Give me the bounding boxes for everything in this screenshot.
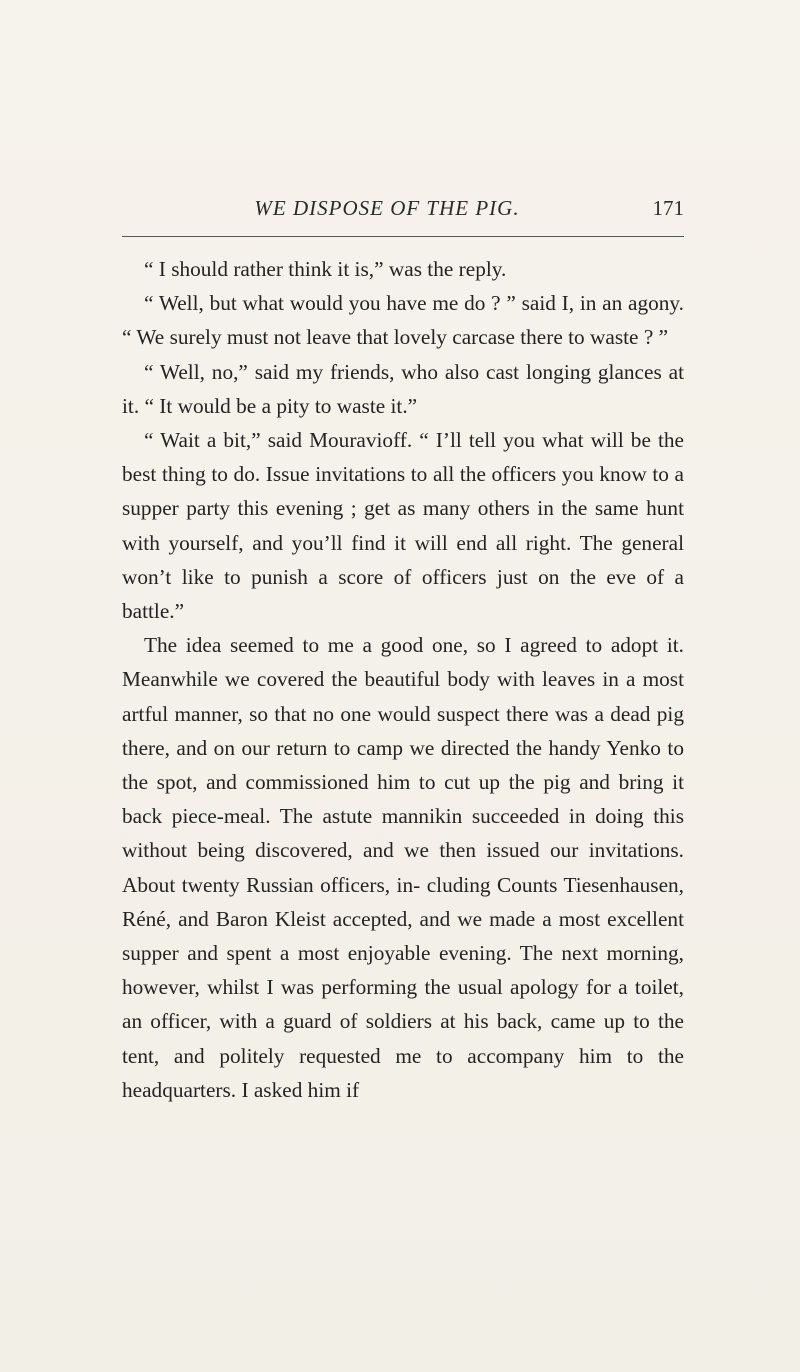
- header-rule: [122, 236, 684, 237]
- paragraph: “ Well, but what would you have me do ? ” said I, in an agony. “ We surely must not leave that lovely carcase there to waste ? ”: [122, 291, 684, 350]
- paragraph: The idea seemed to me a good one, so I agreed to adopt it. Meanwhile we covered the beautiful body with leaves in a most artful manner, so that no one would suspect there was a dead pig there, and on our return to camp we directed the handy Yenko to the spot, and commissioned him to cut up the pig and bring it back piece-meal. The astute mannikin succeeded in doing this without being discovered, and we then issued our invitations. About twenty Russian officers, in- cluding Counts Tiesenhausen, Réné, and Baron Kleist accepted, and we made a most excellent supper and spent a most enjoyable evening. The next morning, however, whilst I was performing the usual apology for a toilet, an officer, with a guard of soldiers at his back, came up to the tent, and politely requested me to accompany him to the headquarters. I asked him if: [122, 633, 684, 1102]
- running-head: [122, 192, 684, 232]
- running-title: WE DISPOSE OF THE PIG.: [254, 196, 520, 220]
- paragraph: “ Wait a bit,” said Mouravioff. “ I’ll tell you what will be the best thing to do. Issue invitations to all the officers you know to a supper party this evening ; get as many others in the same hunt with yourself, and you’ll find it will end all right. The general won’t like to punish a score of officers just on the eve of a battle.”: [122, 428, 684, 624]
- page-number: 171: [652, 196, 684, 220]
- paragraph: “ I should rather think it is,” was the reply.: [144, 257, 507, 281]
- paragraph: “ Well, no,” said my friends, who also cast longing glances at it. “ It would be a pity to waste it.”: [122, 359, 684, 418]
- body-text: [122, 252, 684, 1107]
